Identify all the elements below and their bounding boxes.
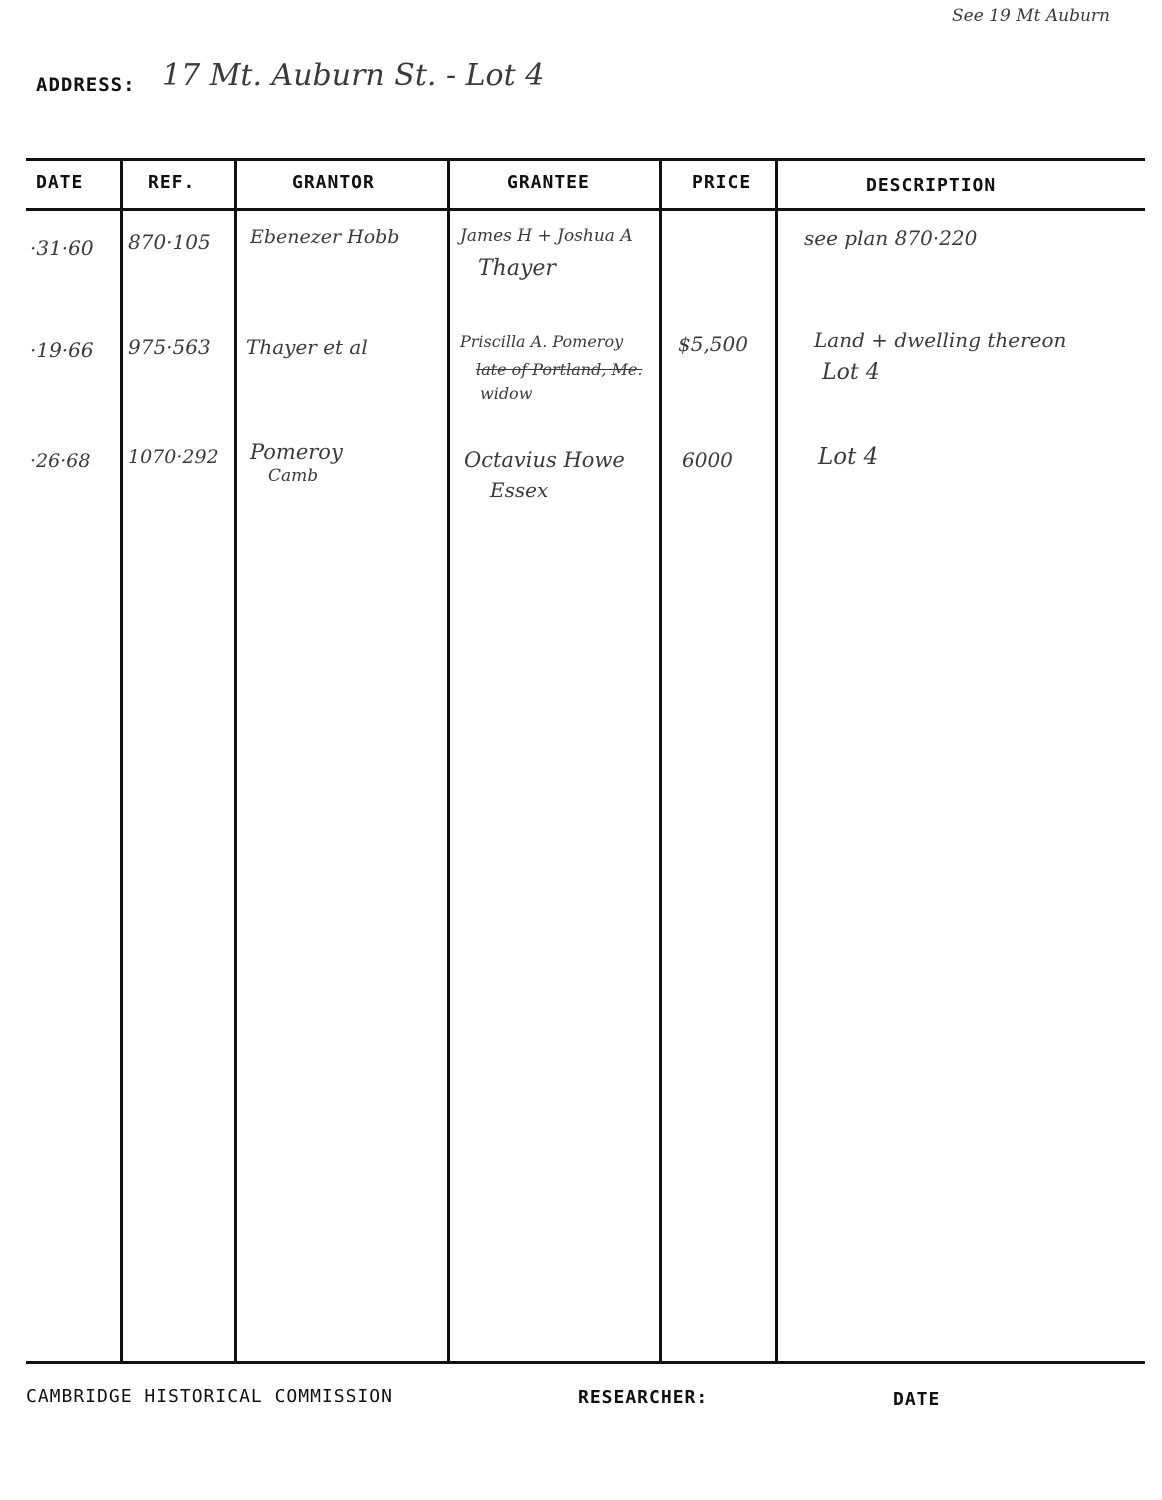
row-date: ·26·68 [30,450,91,472]
row-description: Lot 4 [822,360,880,385]
header-date: DATE [36,172,84,193]
date-label: DATE [893,1389,941,1410]
address-label: ADDRESS: [36,74,136,96]
row-price: $5,500 [678,332,748,356]
header-grantee: GRANTEE [507,172,590,193]
row-grantee: Essex [490,478,549,502]
row-grantee: James H + Joshua A [460,226,633,246]
address-value: 17 Mt. Auburn St. - Lot 4 [162,58,545,93]
table-top-rule [26,158,1145,161]
commission-label: CAMBRIDGE HISTORICAL COMMISSION [26,1386,393,1407]
column-divider [659,158,662,1363]
column-divider [775,158,778,1363]
row-grantor: Ebenezer Hobb [250,226,400,248]
row-description: Land + dwelling thereon [814,328,1067,352]
researcher-label: RESEARCHER: [578,1387,709,1408]
header-description: DESCRIPTION [866,175,997,196]
row-grantee: Priscilla A. Pomeroy [460,332,624,351]
row-ref: 870·105 [128,230,211,254]
row-ref: 1070·292 [128,446,219,468]
column-divider [120,158,123,1363]
row-ref: 975·563 [128,335,211,359]
header-bottom-rule [26,208,1145,211]
table-bottom-rule [26,1361,1145,1364]
column-divider [447,158,450,1363]
row-grantee: widow [480,384,533,403]
header-price: PRICE [692,172,752,193]
header-ref: REF. [148,172,196,193]
row-grantee: Thayer [478,256,556,281]
row-grantor: Thayer et al [246,335,368,359]
row-grantee: late of Portland, Me. [476,360,643,379]
row-price: 6000 [682,448,733,472]
column-divider [234,158,237,1363]
row-description: see plan 870·220 [804,226,978,250]
header-grantor: GRANTOR [292,172,375,193]
corner-note: See 19 Mt Auburn [952,6,1110,26]
row-date: ·19·66 [30,338,94,362]
row-grantee: Octavius Howe [464,448,625,472]
row-grantor: Pomeroy [250,440,343,464]
row-grantor: Camb [268,466,319,486]
row-description: Lot 4 [818,444,879,470]
row-date: ·31·60 [30,236,94,260]
